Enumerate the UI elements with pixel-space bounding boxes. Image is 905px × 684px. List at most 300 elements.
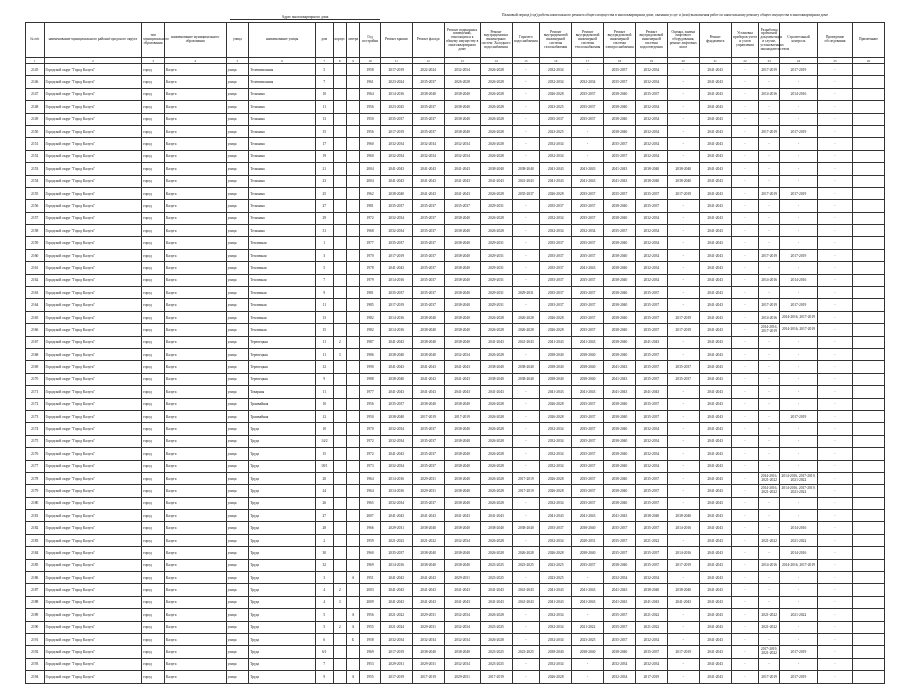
cell-c15: - [512,460,540,472]
cell-c21: 2041-2043 [699,609,731,621]
cell-district: Городской округ "Город Калуга" [44,64,142,76]
cell-c12: 2035-2037 [412,249,444,261]
cell-c21: 2041-2043 [699,572,731,584]
cell-note [852,596,884,608]
cell-c11: 2017-2019 [380,64,412,76]
cell-c20: 2017-2019 [667,646,699,658]
cell-mtype: город [142,609,165,621]
cell-district: Городской округ "Город Калуга" [44,138,142,150]
cell-c16: 2023-2025 [540,572,572,584]
cell-c20: 2017-2019 [667,187,699,199]
cell-c13: 2041-2043 [444,187,480,199]
cell-house: 21 [316,163,333,175]
cell-c19: 2032-2034 [635,423,667,435]
cell-house: 9 [316,671,333,683]
cell-year: 1986 [360,348,381,360]
cell-mname: Калуга [164,671,226,683]
cell-n: 2168 [26,348,45,360]
cell-c11: 2014-2016 [380,559,412,571]
cell-c13: 2038-2040 [444,212,480,224]
cell-c22: - [731,249,759,261]
cell-c18: 2035-2037 [604,522,636,534]
cell-c19: 2032-2034 [635,138,667,150]
cell-street: Труда [249,658,316,670]
cell-c14: 2026-2028 [480,348,512,360]
cell-lit [346,299,359,311]
cell-c16: 2032-2034 [540,76,572,88]
cell-c15: 2026-2028 [512,547,540,559]
cell-c25: - [818,547,853,559]
cell-mtype: город [142,200,165,212]
cell-c22: - [731,398,759,410]
cell-korp [333,138,346,150]
cell-c18: 2032-2034 [604,671,636,683]
cell-c24: - [779,510,817,522]
cell-mtype: город [142,348,165,360]
cell-street: Тельмана [249,163,316,175]
cell-c22: - [731,237,759,249]
cell-c17: - [572,671,604,683]
cell-year: 1981 [360,200,381,212]
cell-c17: 2035-2037 [572,299,604,311]
cell-mtype: город [142,373,165,385]
cell-n: 2150 [26,125,45,137]
cell-lit [346,348,359,360]
cell-c15: - [512,225,540,237]
cell-lit [346,423,359,435]
cell-st: улица [226,287,249,299]
cell-c19: 2021-2022 [635,609,667,621]
cell-c19: 2035-2037 [635,398,667,410]
cell-house: 26 [316,497,333,509]
cell-c14: 2026-2028 [480,187,512,199]
cell-c19: 2035-2037 [635,559,667,571]
cell-c15: - [512,237,540,249]
group-headers [25,8,885,22]
cell-district: Городской округ "Город Калуга" [44,175,142,187]
cell-c14: 2029-2031 [480,299,512,311]
cell-c13: 2032-2034 [444,633,480,645]
cell-korp [333,249,346,261]
cell-mtype: город [142,497,165,509]
cell-c12: 2032-2034 [412,633,444,645]
cell-note [852,361,884,373]
cell-c11: 2035-2037 [380,113,412,125]
cell-street: Тельмана [249,187,316,199]
table-row [26,237,885,249]
column-number: 19 [635,58,667,64]
cell-mtype: город [142,621,165,633]
cell-c14: 2026-2028 [480,472,512,484]
cell-mname: Калуга [164,609,226,621]
cell-c14: 2026-2028 [480,398,512,410]
cell-mtype: город [142,485,165,497]
cell-c18: 2038-2040 [604,212,636,224]
cell-c16: 2038-2040 [540,348,572,360]
cell-c23: - [759,460,780,472]
cell-c19: 2035-2037 [635,410,667,422]
cell-c20: 2041-2043 [667,596,699,608]
cell-c22: - [731,485,759,497]
cell-lit [346,658,359,670]
document-sheet [25,8,885,684]
cell-c20: - [667,671,699,683]
cell-year: 1990 [360,361,381,373]
cell-c19: 2035-2037 [635,324,667,336]
cell-korp [333,510,346,522]
cell-st: улица [226,435,249,447]
cell-house: 6/1 [316,646,333,658]
cell-lit [346,460,359,472]
cell-mtype: город [142,522,165,534]
cell-n: 2187 [26,584,45,596]
cell-street: Тельмана [249,101,316,113]
cell-c23: - [759,138,780,150]
cell-street: Телевизионная [249,76,316,88]
cell-lit [346,324,359,336]
cell-c25: - [818,485,853,497]
cell-c21: 2041-2043 [699,336,731,348]
cell-c23: - [759,398,780,410]
cell-c12: 2035-2037 [412,212,444,224]
column-header: Установка приборов учета и узлов управления [731,23,759,58]
cell-c13: 2038-2040 [444,225,480,237]
cell-c24: - [779,435,817,447]
cell-mtype: город [142,646,165,658]
cell-mname: Калуга [164,311,226,323]
cell-c16: 2032-2034 [540,497,572,509]
cell-c11: 2032-2034 [380,138,412,150]
cell-c17: 2041-2043 [572,163,604,175]
cell-house: 23 [316,175,333,187]
cell-c20: - [667,150,699,162]
cell-st: улица [226,609,249,621]
cell-c22: - [731,460,759,472]
cell-c12: 2038-2040 [412,348,444,360]
cell-c23: 2021-2022 [759,621,780,633]
cell-street: Тепличная [249,249,316,261]
table-row [26,410,885,422]
cell-c11: 2035-2037 [380,398,412,410]
cell-c15: - [512,64,540,76]
cell-c25: - [818,460,853,472]
cell-korp [333,125,346,137]
cell-c13: 2032-2034 [444,621,480,633]
cell-c17: 2035-2037 [572,472,604,484]
cell-korp [333,200,346,212]
cell-c17: 2035-2037 [572,410,604,422]
cell-c24: - [779,386,817,398]
cell-mname: Калуга [164,287,226,299]
cell-mname: Калуга [164,88,226,100]
cell-c16: 2041-2043 [540,336,572,348]
cell-c15: - [512,200,540,212]
cell-c22: - [731,361,759,373]
cell-c23: - [759,410,780,422]
cell-c16: 2026-2028 [540,324,572,336]
cell-st: улица [226,225,249,237]
cell-c24: - [779,76,817,88]
cell-c17: 2041-2043 [572,262,604,274]
cell-c11: 2032-2034 [380,497,412,509]
cell-c13: 2038-2040 [444,435,480,447]
cell-house: 27 [316,200,333,212]
cell-house: 12 [316,410,333,422]
cell-street: Труда [249,460,316,472]
cell-c14: 2026-2028 [480,76,512,88]
cell-c11: 2041-2043 [380,175,412,187]
cell-note [852,287,884,299]
cell-c25: - [818,64,853,76]
cell-mtype: город [142,435,165,447]
cell-c11: 2014-2016 [380,311,412,323]
cell-c19: 2038-2040 [635,163,667,175]
cell-korp [333,547,346,559]
cell-c13: 2038-2040 [444,237,480,249]
cell-district: Городской округ "Город Калуга" [44,200,142,212]
cell-year: 1972 [360,212,381,224]
cell-c24: 2014-2016, 2017-2019 [779,324,817,336]
cell-note [852,324,884,336]
cell-mtype: город [142,249,165,261]
cell-n: 2189 [26,609,45,621]
cell-c18: 2038-2040 [604,125,636,137]
cell-street: Терепецкая [249,361,316,373]
cell-c19: 2032-2034 [635,101,667,113]
table-row [26,175,885,187]
cell-st: улица [226,138,249,150]
cell-c13: 2041-2043 [444,361,480,373]
cell-c24: 2014-2016, 2017-2019 [779,559,817,571]
cell-st: улица [226,572,249,584]
table-row [26,200,885,212]
cell-c21: 2041-2043 [699,138,731,150]
table-row [26,163,885,175]
cell-house: 28 [316,522,333,534]
header-row [26,23,885,58]
cell-lit [346,311,359,323]
cell-c15: - [512,299,540,311]
cell-lit [346,64,359,76]
cell-c16: 2026-2028 [540,547,572,559]
cell-district: Городской округ "Город Калуга" [44,423,142,435]
cell-c18: 2035-2037 [604,64,636,76]
cell-c16: 2026-2028 [540,187,572,199]
cell-mname: Калуга [164,410,226,422]
cell-c16: 2032-2034 [540,448,572,460]
cell-c15: 2035-2037 [512,187,540,199]
cell-c23: 2014-2016 [759,559,780,571]
cell-c19: 2032-2034 [635,448,667,460]
cell-lit [346,596,359,608]
cell-c12: 2041-2043 [412,386,444,398]
column-header: Ремонт фундамента [699,23,731,58]
cell-c12: 2035-2037 [412,125,444,137]
cell-c23: 2014-2016 [759,311,780,323]
cell-c11: 2023-2024 [380,76,412,88]
cell-c13: 2029-2031 [444,671,480,683]
cell-note [852,150,884,162]
cell-house: 19 [316,150,333,162]
cell-lit [346,510,359,522]
cell-korp [333,410,346,422]
cell-c24: 2014-2016 [779,274,817,286]
cell-c20: - [667,410,699,422]
cell-c15: - [512,348,540,360]
cell-n: 2157 [26,212,45,224]
cell-c20: - [667,262,699,274]
cell-st: улица [226,163,249,175]
cell-c15: 2017-2019 [512,485,540,497]
cell-c17: - [572,64,604,76]
cell-c11: 2017-2019 [380,671,412,683]
cell-c13: 2038-2040 [444,88,480,100]
cell-c15: 2041-2043 [512,175,540,187]
cell-year: 1958 [360,633,381,645]
cell-st: улица [226,348,249,360]
cell-district: Городской округ "Город Калуга" [44,646,142,658]
cell-n: 2153 [26,163,45,175]
cell-korp: 2 [333,621,346,633]
cell-c14: 2026-2028 [480,534,512,546]
cell-lit [346,522,359,534]
column-header: улица [226,23,249,58]
cell-c24: - [779,225,817,237]
cell-district: Городской округ "Город Калуга" [44,522,142,534]
cell-c13: 2041-2043 [444,163,480,175]
cell-street: Тельмана [249,175,316,187]
cell-c21: 2041-2043 [699,76,731,88]
cell-c14: 2026-2028 [480,410,512,422]
cell-n: 2161 [26,262,45,274]
cell-c13: 2038-2040 [444,547,480,559]
cell-c19: 2035-2037 [635,299,667,311]
cell-korp [333,460,346,472]
cell-c18: 2035-2037 [604,138,636,150]
cell-c23: - [759,76,780,88]
cell-n: 2175 [26,435,45,447]
cell-c22: - [731,274,759,286]
cell-c18: 2032-2034 [604,572,636,584]
cell-c12: 2035-2037 [412,423,444,435]
cell-c16: 2026-2028 [540,485,572,497]
cell-c16: 2032-2034 [540,633,572,645]
cell-c24: - [779,101,817,113]
cell-street: Трамвайная [249,398,316,410]
cell-c22: - [731,472,759,484]
cell-c15: 2026-2028 [512,324,540,336]
cell-district: Городской округ "Город Калуга" [44,547,142,559]
cell-mname: Калуга [164,522,226,534]
cell-c16: 2032-2034 [540,150,572,162]
cell-c15: 2029-2031 [512,287,540,299]
column-number: 26 [852,58,884,64]
cell-c23: 2017-2019 [759,187,780,199]
cell-c16: 2023-2025 [540,559,572,571]
cell-c17: 2035-2037 [572,113,604,125]
column-number: 2 [44,58,142,64]
table-row [26,262,885,274]
cell-c25: - [818,101,853,113]
cell-mtype: город [142,410,165,422]
cell-c19: 2032-2034 [635,633,667,645]
cell-c20: - [667,386,699,398]
cell-n: 2154 [26,175,45,187]
cell-year: 1960 [360,150,381,162]
table-row [26,299,885,311]
cell-c21: 2041-2043 [699,658,731,670]
cell-n: 2167 [26,336,45,348]
cell-korp [333,262,346,274]
cell-c12: 2041-2043 [412,596,444,608]
cell-n: 2180 [26,497,45,509]
cell-c22: - [731,348,759,360]
cell-c13: 2032-2034 [444,658,480,670]
cell-korp [333,175,346,187]
cell-c23: - [759,175,780,187]
cell-c25: - [818,249,853,261]
cell-district: Городской округ "Город Калуга" [44,448,142,460]
cell-street: Трамвайная [249,410,316,422]
cell-c18: 2038-2040 [604,262,636,274]
table-row [26,274,885,286]
cell-mtype: город [142,299,165,311]
cell-c14: 2041-2043 [480,510,512,522]
cell-mtype: город [142,398,165,410]
cell-c21: 2041-2043 [699,175,731,187]
cell-c18: 2041-2043 [604,596,636,608]
table-row [26,497,885,509]
cell-c18: 2041-2043 [604,373,636,385]
cell-c12: 2029-2031 [412,609,444,621]
cell-c12: 2035-2037 [412,448,444,460]
cell-c20: - [667,336,699,348]
cell-c11: 2041-2043 [380,386,412,398]
cell-c15: - [512,138,540,150]
cell-year: 1977 [360,386,381,398]
cell-c25: - [818,373,853,385]
cell-c13: 2041-2043 [444,596,480,608]
cell-c18: 2041-2043 [604,175,636,187]
table-row [26,373,885,385]
cell-c13: 2038-2040 [444,311,480,323]
cell-n: 2162 [26,274,45,286]
cell-c16: 2023-2025 [540,101,572,113]
cell-street: Труда [249,423,316,435]
cell-mtype: город [142,225,165,237]
cell-c19: 2032-2034 [635,274,667,286]
cell-c11: 2021-2023 [380,534,412,546]
cell-c20: 2014-2016 [667,547,699,559]
cell-street: Терепецкая [249,336,316,348]
column-number: 11 [380,58,412,64]
cell-c20: - [667,200,699,212]
table-row [26,287,885,299]
cell-st: улица [226,361,249,373]
cell-c18: 2035-2037 [604,150,636,162]
cell-korp [333,212,346,224]
cell-n: 2179 [26,485,45,497]
cell-c15: - [512,621,540,633]
cell-house: 5 [316,262,333,274]
cell-c24: 2017-2019 [779,187,817,199]
cell-c16: 2032-2034 [540,609,572,621]
column-number: 10 [360,58,381,64]
cell-c11: 2032-2034 [380,435,412,447]
cell-c18: 2038-2040 [604,646,636,658]
cell-year: 1979 [360,274,381,286]
cell-c25: - [818,287,853,299]
